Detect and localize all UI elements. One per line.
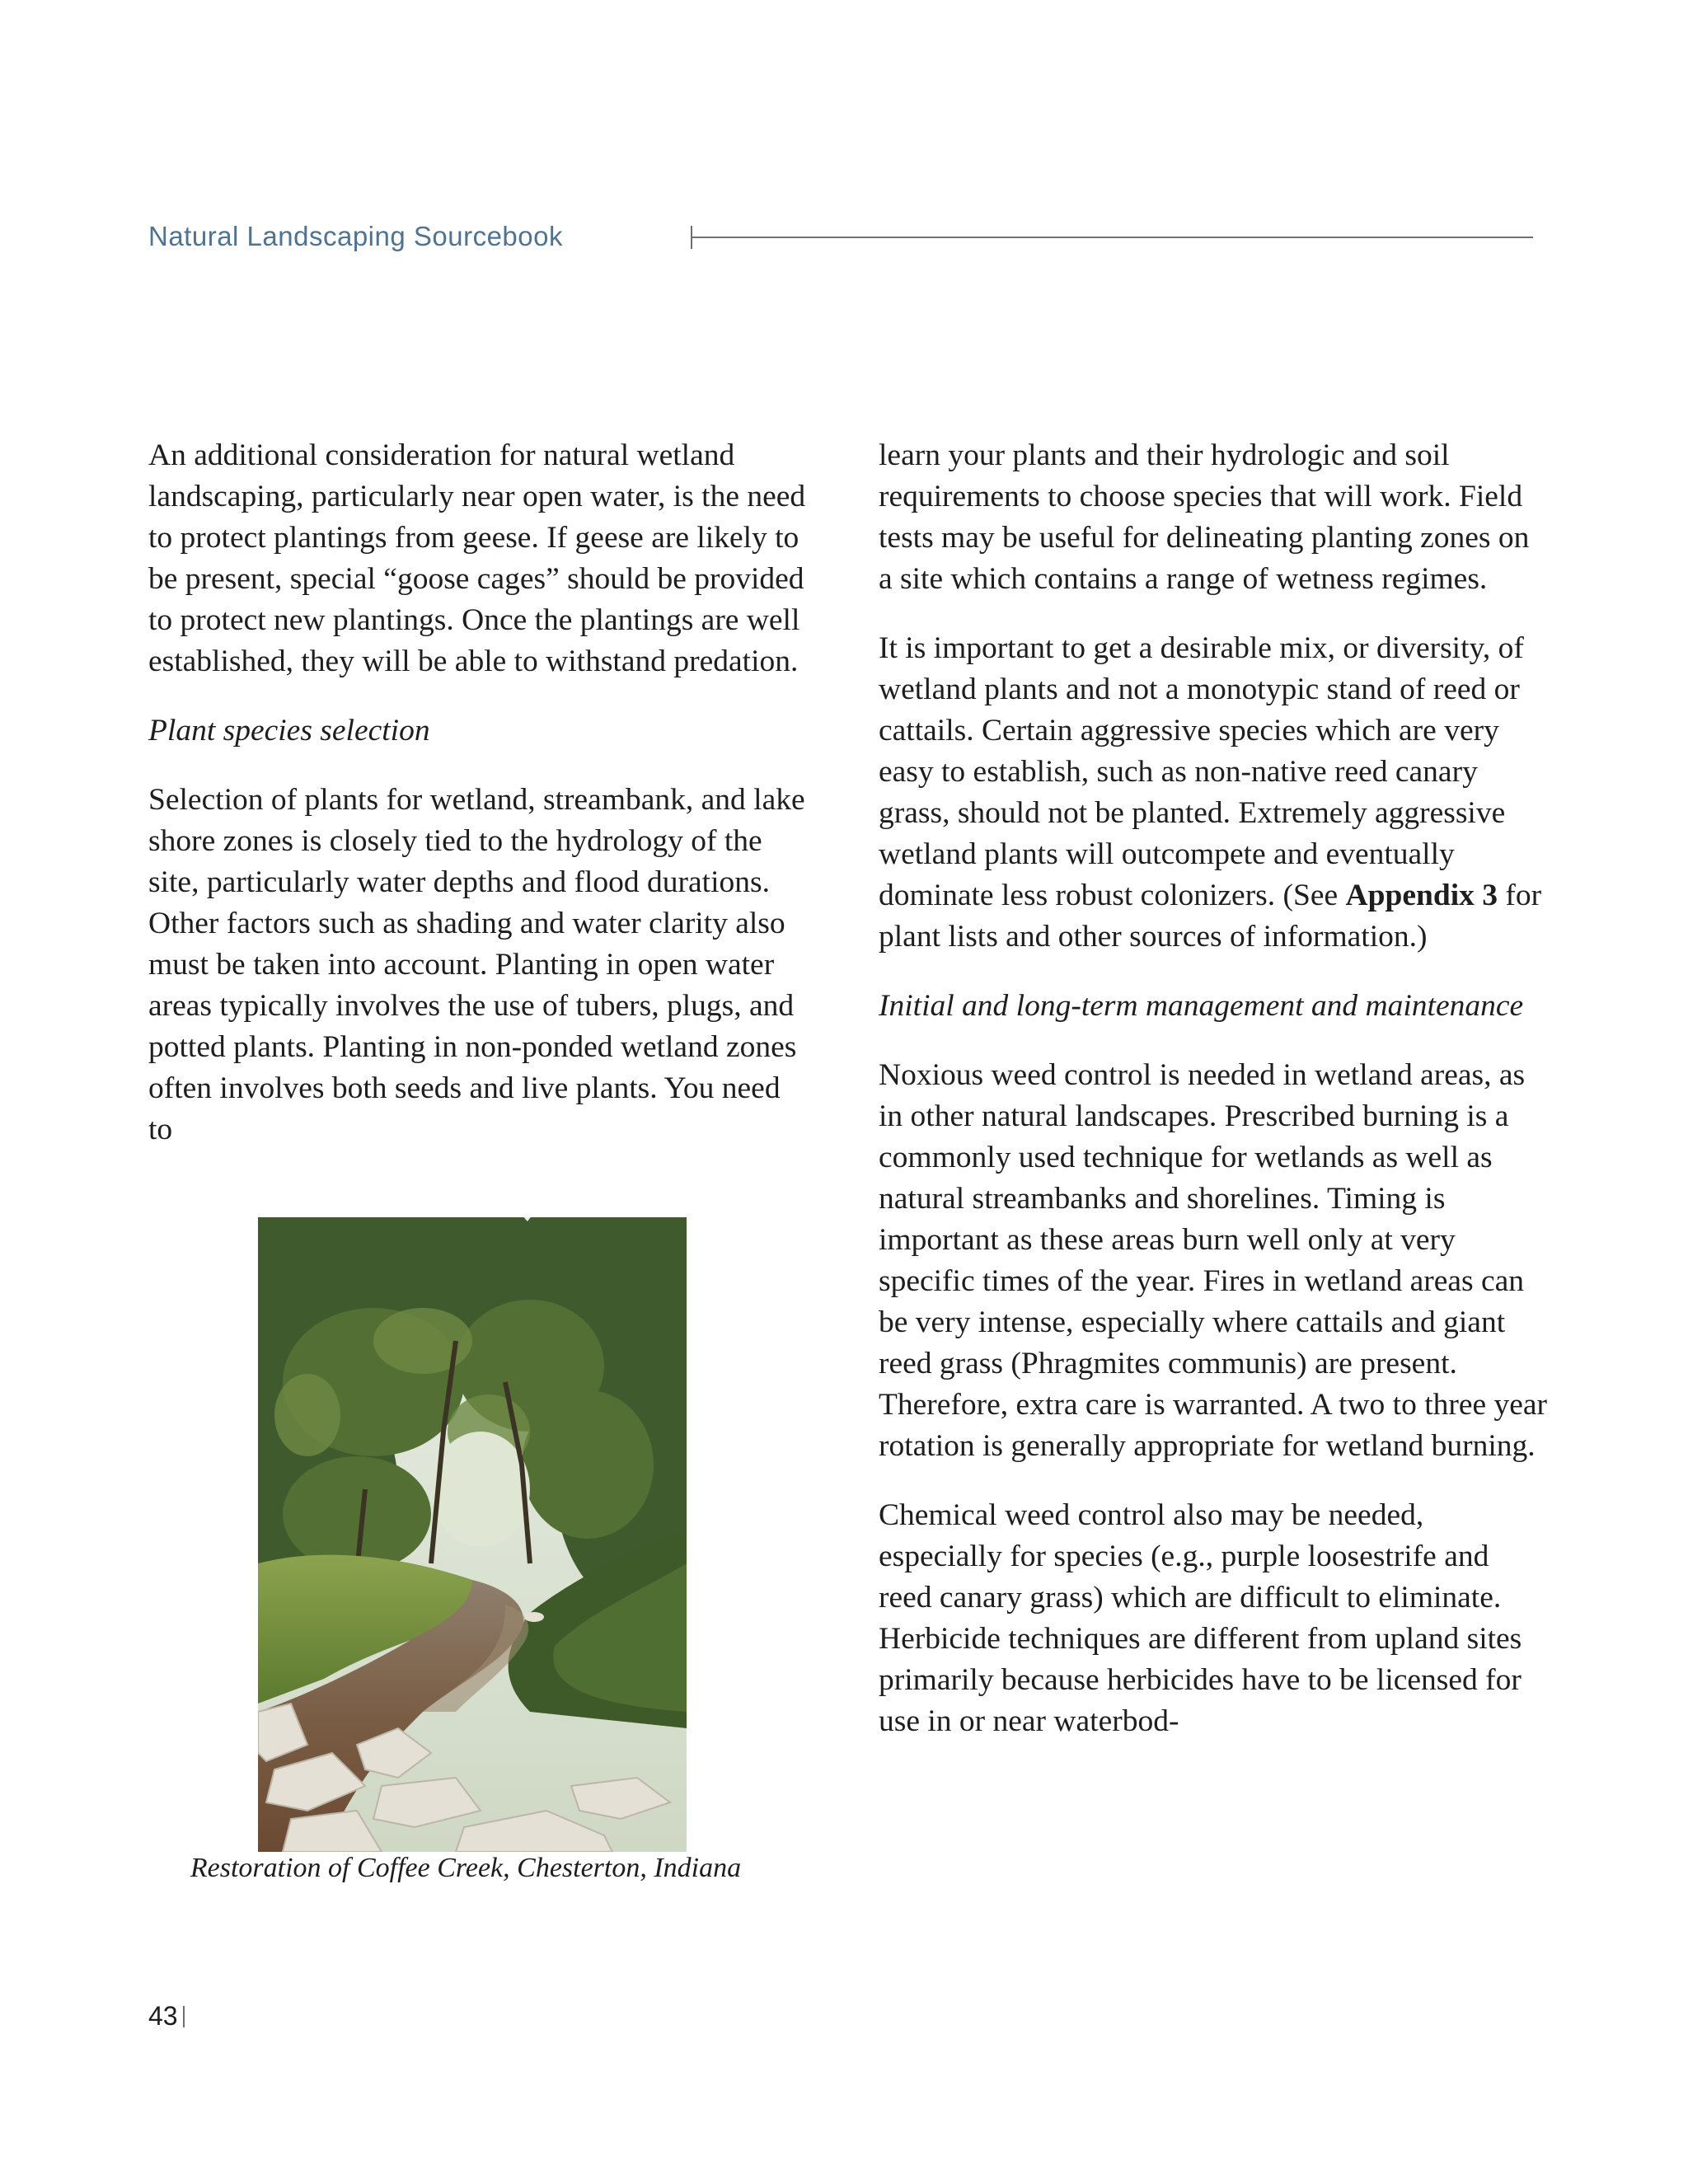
- paragraph-plant-selection: Selection of plants for wetland, streambank, and lake shore zones is closely tied to the hydrology of the site, particularly water depths and flood durations. Other factors such as shading and water clarity also must be taken into account. Planting in open water areas typically involves the use of tubers, plugs, and potted plants. Planting in non-ponded wetland zones often involves both seeds and live plants. You need to: [148, 783, 805, 1146]
- page-number-tick: [183, 2006, 185, 2027]
- paragraph-diversity: [879, 628, 1548, 958]
- appendix-ref-suffix: for plant lists and other sources of information.): [879, 879, 1542, 954]
- subhead-management: Initial and long-term management and maintenance: [879, 989, 1524, 1023]
- paragraph-diversity-text: It is important to get a desirable mix, or diversity, of wetland plants and not a monotypic stand of reed or cattails. Certain aggressive species which are very easy to establish, such as non-native reed canary grass, should not be planted. Extremely aggressive wetland plants will outcompete and eventually dominate less robust colonizers.: [879, 631, 1524, 912]
- creek-photo-illustration: [258, 1217, 687, 1852]
- right-column: [879, 435, 1548, 1770]
- paragraph-weed-control: Noxious weed control is needed in wetland areas, as in other natural landscapes. Prescribed burning is a commonly used technique for wetlands as well as natural streambanks and shorelines. Timing is important as these areas burn well only at very specific times of the year. Fires in wetland areas can be very intense, especially where cattails and giant reed grass (Phragmites communis) are present. Therefore, extra care is warranted. A two to three year rotation is generally appropriate for wetland burning.: [879, 1058, 1548, 1463]
- subhead-plant-species: Plant species selection: [148, 714, 430, 748]
- paragraph-geese: An additional consideration for natural wetland landscaping, particularly near open water, is the need to protect plantings from geese. If geese are likely to be present, special “goose cages” should be provided to protect new plantings. Once the plantings are well established, they will be able to withstand predation.: [148, 438, 806, 678]
- paragraph-chemical-control: Chemical weed control also may be needed, especially for species (e.g., purple loosestrife and reed canary grass) which are difficult to eliminate. Herbicide techniques are different from upland sites primarily because herbicides have to be licensed for use in or near waterbod-: [879, 1498, 1522, 1738]
- page-number: 43: [148, 2001, 178, 2031]
- appendix-3-reference: Appendix 3: [1345, 879, 1498, 912]
- photo-caption: Restoration of Coffee Creek, Chesterton, Indiana: [190, 1853, 742, 1883]
- header-rule: [692, 237, 1533, 238]
- appendix-ref-prefix: (See: [1275, 879, 1346, 912]
- creek-photo: [258, 1217, 687, 1852]
- paragraph-learn-plants: learn your plants and their hydrologic and soil requirements to choose species that will work. Field tests may be useful for delineating planting zones on a site which contains a range of wetness regimes.: [879, 438, 1530, 596]
- running-title: Natural Landscaping Sourcebook: [148, 221, 563, 251]
- left-column: [148, 435, 808, 1179]
